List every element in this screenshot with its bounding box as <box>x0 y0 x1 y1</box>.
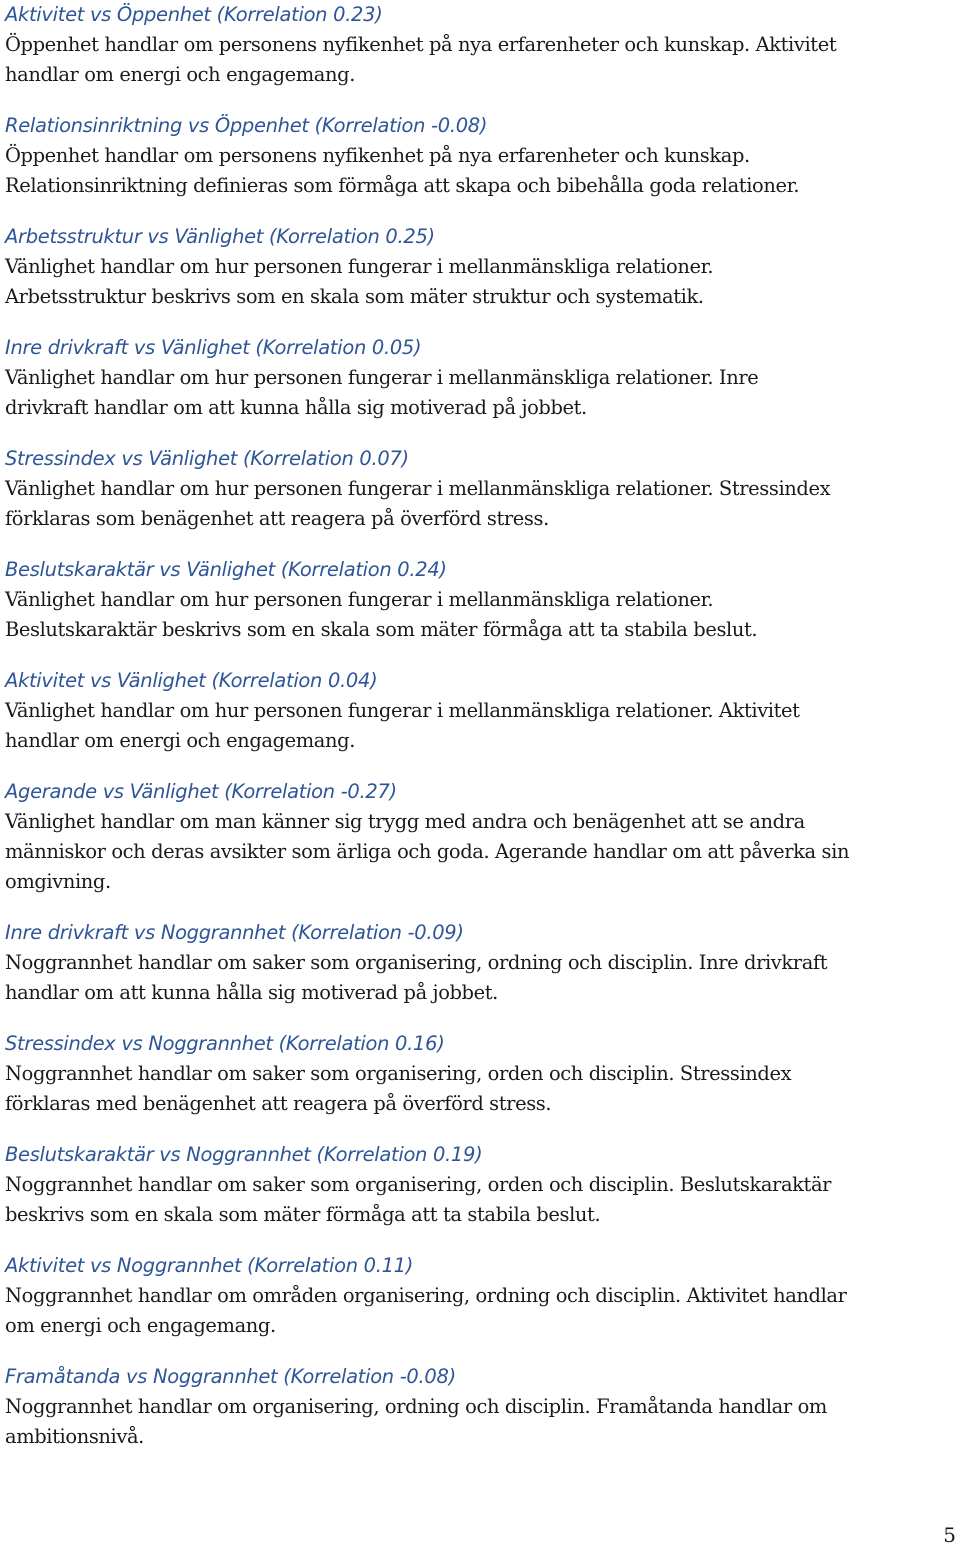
paragraph-line: Noggrannhet handlar om organisering, ordning och disciplin. Framåtanda handlar om <box>5 1395 827 1418</box>
section-heading: Inre drivkraft vs Noggrannhet (Korrelation -0.09) <box>5 921 464 944</box>
paragraph-line: förklaras med benägenhet att reagera på överförd stress. <box>5 1092 552 1115</box>
section-paragraph <box>5 1170 957 1230</box>
paragraph-line: Arbetsstruktur beskrivs som en skala som mäter struktur och systematik. <box>5 285 704 308</box>
paragraph-line: ambitionsnivå. <box>5 1425 144 1448</box>
page-number: 5 <box>943 1523 956 1547</box>
section-spacer <box>5 90 957 111</box>
section-spacer <box>5 534 957 555</box>
section-spacer <box>5 201 957 222</box>
paragraph-line: Noggrannhet handlar om områden organisering, ordning och disciplin. Aktivitet handlar <box>5 1284 847 1307</box>
correlation-section <box>5 111 957 201</box>
section-spacer <box>5 645 957 666</box>
paragraph-line: om energi och engagemang. <box>5 1314 276 1337</box>
paragraph-line: förklaras som benägenhet att reagera på överförd stress. <box>5 507 549 530</box>
correlation-section <box>5 555 957 645</box>
paragraph-line: Öppenhet handlar om personens nyfikenhet på nya erfarenheter och kunskap. <box>5 144 750 167</box>
section-heading: Aktivitet vs Öppenhet (Korrelation 0.23) <box>5 3 383 26</box>
section-paragraph <box>5 363 957 423</box>
section-heading: Aktivitet vs Vänlighet (Korrelation 0.04) <box>5 669 378 692</box>
section-paragraph <box>5 1281 957 1341</box>
correlation-section <box>5 333 957 423</box>
paragraph-line: beskrivs som en skala som mäter förmåga att ta stabila beslut. <box>5 1203 601 1226</box>
section-spacer <box>5 1230 957 1251</box>
paragraph-line: handlar om energi och engagemang. <box>5 63 355 86</box>
section-paragraph <box>5 1059 957 1119</box>
paragraph-line: Vänlighet handlar om man känner sig trygg med andra och benägenhet att se andra <box>5 810 805 833</box>
correlation-section <box>5 666 957 756</box>
section-paragraph <box>5 252 957 312</box>
paragraph-line: Noggrannhet handlar om saker som organisering, ordning och disciplin. Inre drivkraft <box>5 951 828 974</box>
section-paragraph <box>5 948 957 1008</box>
correlation-section <box>5 1362 957 1452</box>
section-heading: Inre drivkraft vs Vänlighet (Korrelation 0.05) <box>5 336 422 359</box>
section-spacer <box>5 756 957 777</box>
section-spacer <box>5 1008 957 1029</box>
section-heading: Agerande vs Vänlighet (Korrelation -0.27) <box>5 780 397 803</box>
section-paragraph <box>5 807 957 897</box>
paragraph-line: drivkraft handlar om att kunna hålla sig motiverad på jobbet. <box>5 396 587 419</box>
section-heading: Framåtanda vs Noggrannhet (Korrelation -0.08) <box>5 1365 456 1388</box>
paragraph-line: handlar om energi och engagemang. <box>5 729 355 752</box>
section-heading: Stressindex vs Noggrannhet (Korrelation 0.16) <box>5 1032 445 1055</box>
correlation-section <box>5 918 957 1008</box>
paragraph-line: Vänlighet handlar om hur personen fungerar i mellanmänskliga relationer. Inre <box>5 366 759 389</box>
section-spacer <box>5 897 957 918</box>
section-spacer <box>5 312 957 333</box>
section-paragraph <box>5 1392 957 1452</box>
section-heading: Arbetsstruktur vs Vänlighet (Korrelation 0.25) <box>5 225 435 248</box>
section-paragraph <box>5 585 957 645</box>
section-heading: Beslutskaraktär vs Noggrannhet (Korrelation 0.19) <box>5 1143 483 1166</box>
correlation-section <box>5 222 957 312</box>
section-heading: Aktivitet vs Noggrannhet (Korrelation 0.11) <box>5 1254 414 1277</box>
paragraph-line: Noggrannhet handlar om saker som organisering, orden och disciplin. Beslutskaraktär <box>5 1173 832 1196</box>
paragraph-line: Vänlighet handlar om hur personen fungerar i mellanmänskliga relationer. <box>5 255 714 278</box>
paragraph-line: människor och deras avsikter som ärliga och goda. Agerande handlar om att påverka sin <box>5 840 850 863</box>
section-spacer <box>5 1341 957 1362</box>
section-paragraph <box>5 141 957 201</box>
correlation-section <box>5 444 957 534</box>
correlation-section <box>5 0 957 90</box>
section-spacer <box>5 1119 957 1140</box>
paragraph-line: Relationsinriktning definieras som förmåga att skapa och bibehålla goda relationer. <box>5 174 800 197</box>
correlation-section <box>5 777 957 897</box>
correlation-section <box>5 1251 957 1341</box>
paragraph-line: Vänlighet handlar om hur personen fungerar i mellanmänskliga relationer. Aktivitet <box>5 699 800 722</box>
paragraph-line: handlar om att kunna hålla sig motiverad på jobbet. <box>5 981 498 1004</box>
paragraph-line: Beslutskaraktär beskrivs som en skala som mäter förmåga att ta stabila beslut. <box>5 618 758 641</box>
paragraph-line: Vänlighet handlar om hur personen fungerar i mellanmänskliga relationer. Stressindex <box>5 477 831 500</box>
paragraph-line: omgivning. <box>5 870 111 893</box>
correlation-section <box>5 1029 957 1119</box>
section-heading: Beslutskaraktär vs Vänlighet (Korrelation 0.24) <box>5 558 447 581</box>
paragraph-line: Öppenhet handlar om personens nyfikenhet på nya erfarenheter och kunskap. Aktivitet <box>5 33 837 56</box>
section-spacer <box>5 423 957 444</box>
paragraph-line: Vänlighet handlar om hur personen fungerar i mellanmänskliga relationer. <box>5 588 714 611</box>
section-paragraph <box>5 30 957 90</box>
section-paragraph <box>5 474 957 534</box>
paragraph-line: Noggrannhet handlar om saker som organisering, orden och disciplin. Stressindex <box>5 1062 792 1085</box>
section-paragraph <box>5 696 957 756</box>
correlation-section <box>5 1140 957 1230</box>
document-body <box>5 0 957 1452</box>
section-heading: Relationsinriktning vs Öppenhet (Korrelation -0.08) <box>5 114 488 137</box>
section-heading: Stressindex vs Vänlighet (Korrelation 0.07) <box>5 447 409 470</box>
